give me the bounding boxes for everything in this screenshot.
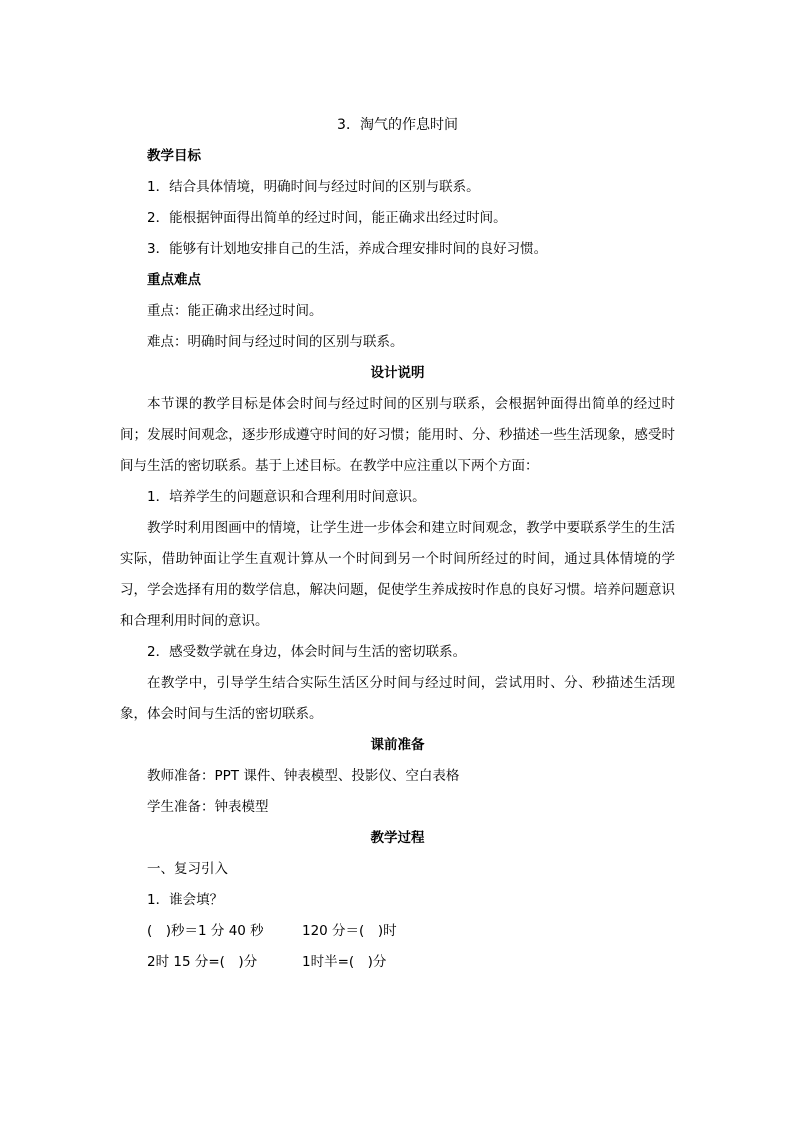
fill-item: 120 分＝( )时 [302,923,397,939]
document-page [120,110,675,978]
fill-row [120,916,675,947]
process-heading: 教学过程 [370,830,425,846]
fill-item: ( )秒＝1 分 40 秒 [147,923,264,939]
prep-student: 学生准备：钟表模型 [147,799,269,815]
design-paragraph: 本节课的教学目标是体会时间与经过时间的区别与联系，会根据钟面得出简单的经过时间；发展时间观念，逐步形成遵守时间的好习惯；能用时、分、秒描述一些生活现象，感受时间与生活的密切联系。基于上述目标。在教学中应注重以下两个方面： [120,396,675,474]
prep-heading: 课前准备 [370,737,425,753]
objective-item: 3．能够有计划地安排自己的生活，养成合理安排时间的良好习惯。 [147,241,548,257]
lesson-title: 3．淘气的作息时间 [337,117,458,133]
review-heading: 一、复习引入 [147,861,228,877]
objective-item: 1．结合具体情境，明确时间与经过时间的区别与联系。 [147,179,480,195]
fill-item: 1时半=( )分 [302,954,387,970]
keypoint-text: 重点：能正确求出经过时间。 [147,303,323,319]
prep-teacher: 教师准备：PPT 课件、钟表模型、投影仪、空白表格 [147,768,460,784]
design-point-2: 2．感受数学就在身边，体会时间与生活的密切联系。 [147,644,467,660]
objectives-heading: 教学目标 [147,148,201,164]
design-paragraph-3: 在教学中，引导学生结合实际生活区分时间与经过时间，尝试用时、分、秒描述生活现象，体会时间与生活的密切联系。 [120,675,675,722]
objective-item: 2．能根据钟面得出简单的经过时间，能正确求出经过时间。 [147,210,507,226]
design-point-1: 1．培养学生的问题意识和合理利用时间意识。 [147,489,426,505]
design-heading: 设计说明 [370,365,425,381]
fill-row [120,947,675,978]
fill-item: 2时 15 分=( )分 [147,954,258,970]
question-1: 1．谁会填？ [147,892,224,908]
design-paragraph-2: 教学时利用图画中的情境，让学生进一步体会和建立时间观念，教学中要联系学生的生活实际，借助钟面让学生直观计算从一个时间到另一个时间所经过的时间，通过具体情境的学习，学会选择有用的数学信息，解决问题，促使学生养成按时作息的良好习惯。培养问题意识和合理利用时间的意识。 [120,520,675,629]
difficulty-text: 难点：明确时间与经过时间的区别与联系。 [147,334,404,350]
keypoints-heading: 重点难点 [147,272,201,288]
